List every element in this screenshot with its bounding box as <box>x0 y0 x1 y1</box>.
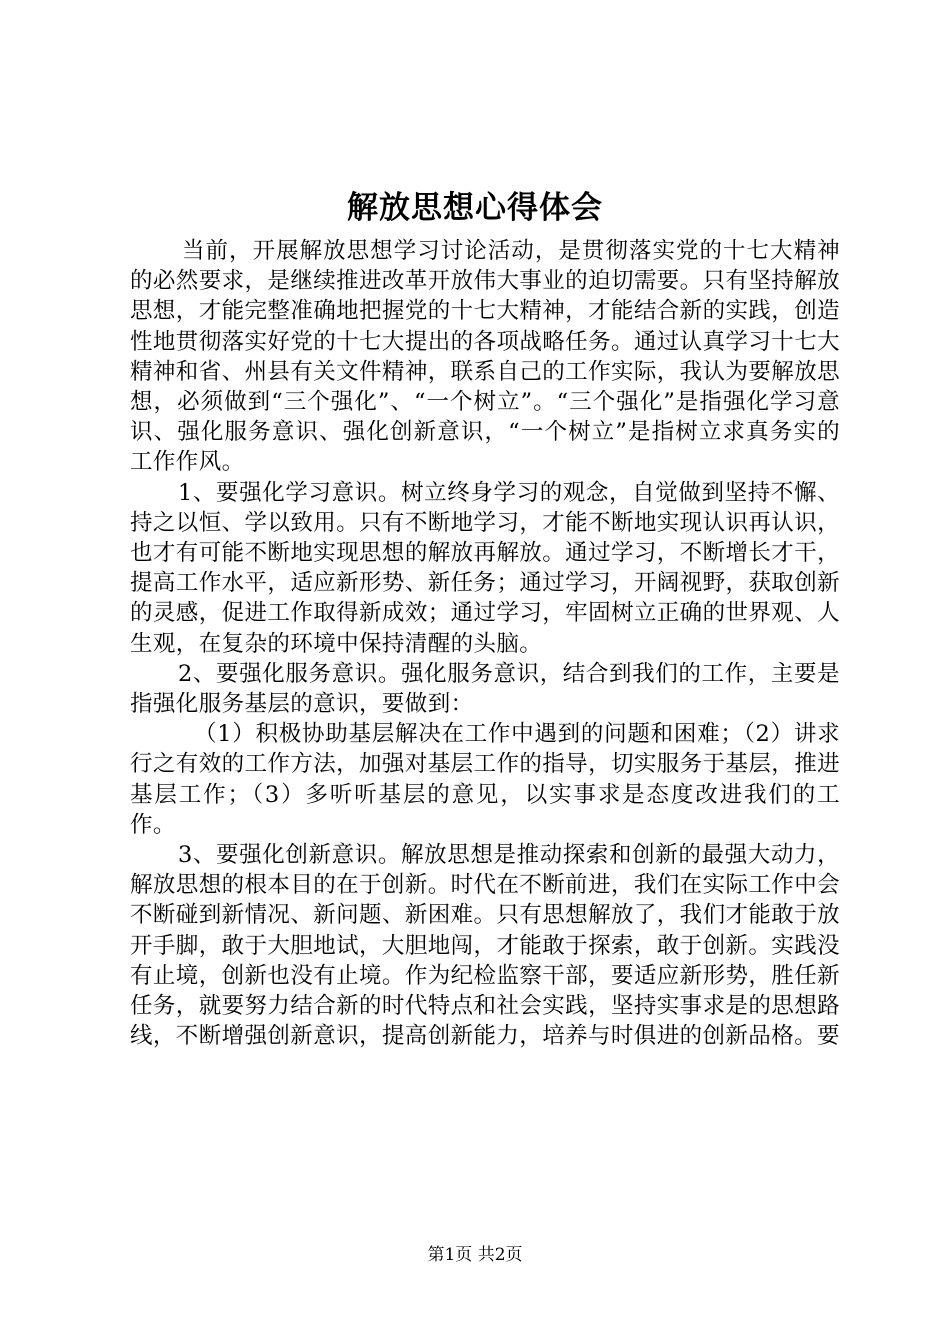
document-title: 解放思想心得体会 <box>347 190 603 226</box>
paragraph-innovation-awareness: 3、要强化创新意识。解放思想是推动探索和创新的最强大动力，解放思想的根本目的在于创新。时代在不断前进，我们在实际工作中会不断碰到新情况、新问题、新困难。只有思想解放了，我们才能敢于放开手脚，敢于大胆地试，大胆地闯，才能敢于探索，敢于创新。实践没有止境，创新也没有止境。作为纪检监察干部，要适应新形势，胜任新任务，就要努力结合新的时代特点和社会实践，坚持实事求是的思想路线，不断增强创新意识，提高创新能力，培养与时俱进的创新品格。要 <box>130 842 840 1050</box>
page-number-footer: 第1页 共2页 <box>427 1245 523 1265</box>
paragraph-service-items: （1）积极协助基层解决在工作中遇到的问题和困难；（2）讲求行之有效的工作方法，加强对基层工作的指导，切实服务于基层，推进基层工作；（3）多听听基层的意见，以实事求是态度改进我们的工作。 <box>130 721 840 838</box>
paragraph-service-awareness: 2、要强化服务意识。强化服务意识，结合到我们的工作，主要是指强化服务基层的意识，要做到： <box>130 660 840 718</box>
document-body <box>130 236 840 1051</box>
paragraph-intro: 当前，开展解放思想学习讨论活动，是贯彻落实党的十七大精神的必然要求，是继续推进改革开放伟大事业的迫切需要。只有坚持解放思想，才能完整准确地把握党的十七大精神，才能结合新的实践，创造性地贯彻落实好党的十七大提出的各项战略任务。通过认真学习十七大精神和省、州县有关文件精神，联系自己的工作实际，我认为要解放思想，必须做到“三个强化”、“一个树立”。“三个强化”是指强化学习意识、强化服务意识、强化创新意识，“一个树立”是指树立求真务实的工作作风。 <box>130 238 840 476</box>
paragraph-learning-awareness: 1、要强化学习意识。树立终身学习的观念，自觉做到坚持不懈、持之以恒、学以致用。只有不断地学习，才能不断地实现认识再认识，也才有可能不断地实现思想的解放再解放。通过学习，不断增长才干，提高工作水平，适应新形势、新任务；通过学习，开阔视野，获取创新的灵感，促进工作取得新成效；通过学习，牢固树立正确的世界观、人生观，在复杂的环境中保持清醒的头脑。 <box>130 479 840 657</box>
